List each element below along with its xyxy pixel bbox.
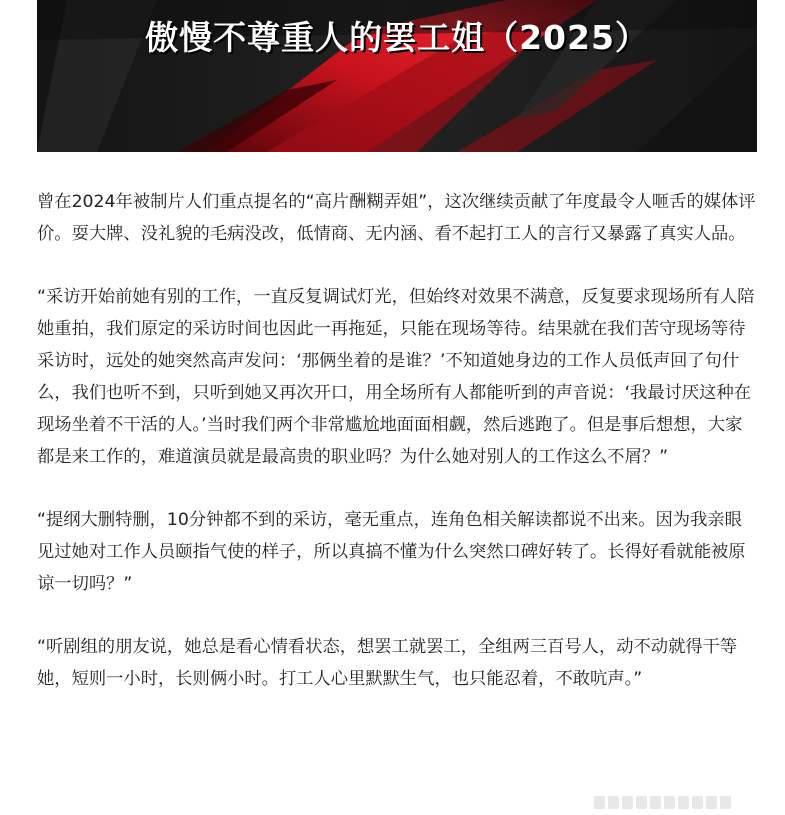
- article-body: [37, 186, 759, 726]
- article-paragraph-quote-interview: “采访开始前她有别的工作，一直反复调试灯光，但始终对效果不满意，反复要求现场所有人陪她重拍，我们原定的采访时间也因此一再拖延，只能在现场等待。结果就在我们苦守现场等待采访时，远处的她突然高声发问：‘那俩坐着的是谁？’不知道她身边的工作人员低声回了句什么，我们也听不到，只听到她又再次开口，用全场所有人都能听到的声音说：‘我最讨厌这种在现场坐着不干活的人。’当时我们两个非常尴尬地面面相觑，然后逃跑了。但是事后想想，大家都是来工作的，难道演员就是最高贵的职业吗？为什么她对别人的工作这么不屑？”: [37, 287, 755, 467]
- watermark-block: [622, 796, 633, 809]
- watermark-block: [664, 796, 675, 809]
- article-paragraph-quote-outline: “提纲大删特删，10分钟都不到的采访，毫无重点，连角色相关解读都说不出来。因为我亲眼见过她对工作人员颐指气使的样子，所以真搞不懂为什么突然口碑好转了。长得好看就能被原谅一切吗？”: [37, 510, 746, 594]
- article-paragraph-quote-crew: “听剧组的朋友说，她总是看心情看状态，想罢工就罢工，全组两三百号人，动不动就得干等她，短则一小时，长则俩小时。打工人心里默默生气，也只能忍着，不敢吭声。”: [37, 637, 738, 689]
- watermark-block: [636, 796, 647, 809]
- watermark-block: [678, 796, 689, 809]
- watermark-block: [650, 796, 661, 809]
- watermark-overlay: [580, 790, 775, 815]
- watermark-block: [706, 796, 717, 809]
- watermark-block: [720, 796, 731, 809]
- watermark-block: [692, 796, 703, 809]
- banner-title: 傲慢不尊重人的罢工姐（2025）: [145, 18, 649, 57]
- article-banner: [37, 0, 757, 152]
- article-paragraph-intro: 曾在2024年被制片人们重点提名的“高片酬糊弄姐”，这次继续贡献了年度最令人咂舌的媒体评价。耍大牌、没礼貌的毛病没改，低情商、无内涵、看不起打工人的言行又暴露了真实人品。: [37, 192, 756, 244]
- watermark-block: [594, 796, 605, 809]
- watermark-block: [608, 796, 619, 809]
